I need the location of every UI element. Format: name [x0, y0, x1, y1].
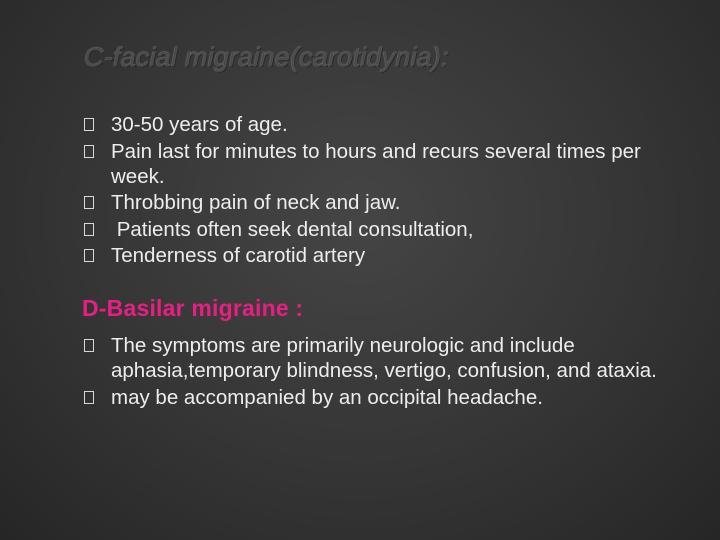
basilar-list	[84, 333, 691, 411]
square-bullet-icon	[84, 339, 94, 352]
list-item-text: Throbbing pain of neck and jaw.	[111, 191, 401, 214]
list-item	[84, 139, 691, 189]
list-item	[84, 190, 691, 215]
list-item	[84, 217, 691, 242]
list-item-text: Pain last for minutes to hours and recurs several times per week.	[111, 139, 641, 188]
list-item-text: Tenderness of carotid artery	[111, 244, 366, 267]
list-item-text: Patients often seek dental consultation,	[111, 217, 474, 241]
square-bullet-icon	[84, 391, 94, 404]
square-bullet-icon	[84, 223, 94, 236]
square-bullet-icon	[84, 145, 94, 158]
carotidynia-list	[84, 112, 691, 270]
list-item	[84, 385, 691, 410]
section-heading: D-Basilar migraine :	[82, 295, 304, 321]
list-item-text: The symptoms are primarily neurologic and include aphasia,temporary blindness, vertigo, confusion, and ataxia.	[111, 334, 657, 382]
list-item	[84, 243, 691, 268]
list-item	[84, 333, 691, 383]
square-bullet-icon	[84, 249, 94, 262]
square-bullet-icon	[84, 196, 94, 209]
list-item-text: 30-50 years of age.	[111, 113, 288, 136]
square-bullet-icon	[84, 118, 94, 131]
list-item-text: may be accompanied by an occipital headache.	[111, 385, 543, 409]
list-item	[84, 112, 691, 137]
slide-title: C-facial migraine(carotidynia):	[84, 42, 449, 72]
